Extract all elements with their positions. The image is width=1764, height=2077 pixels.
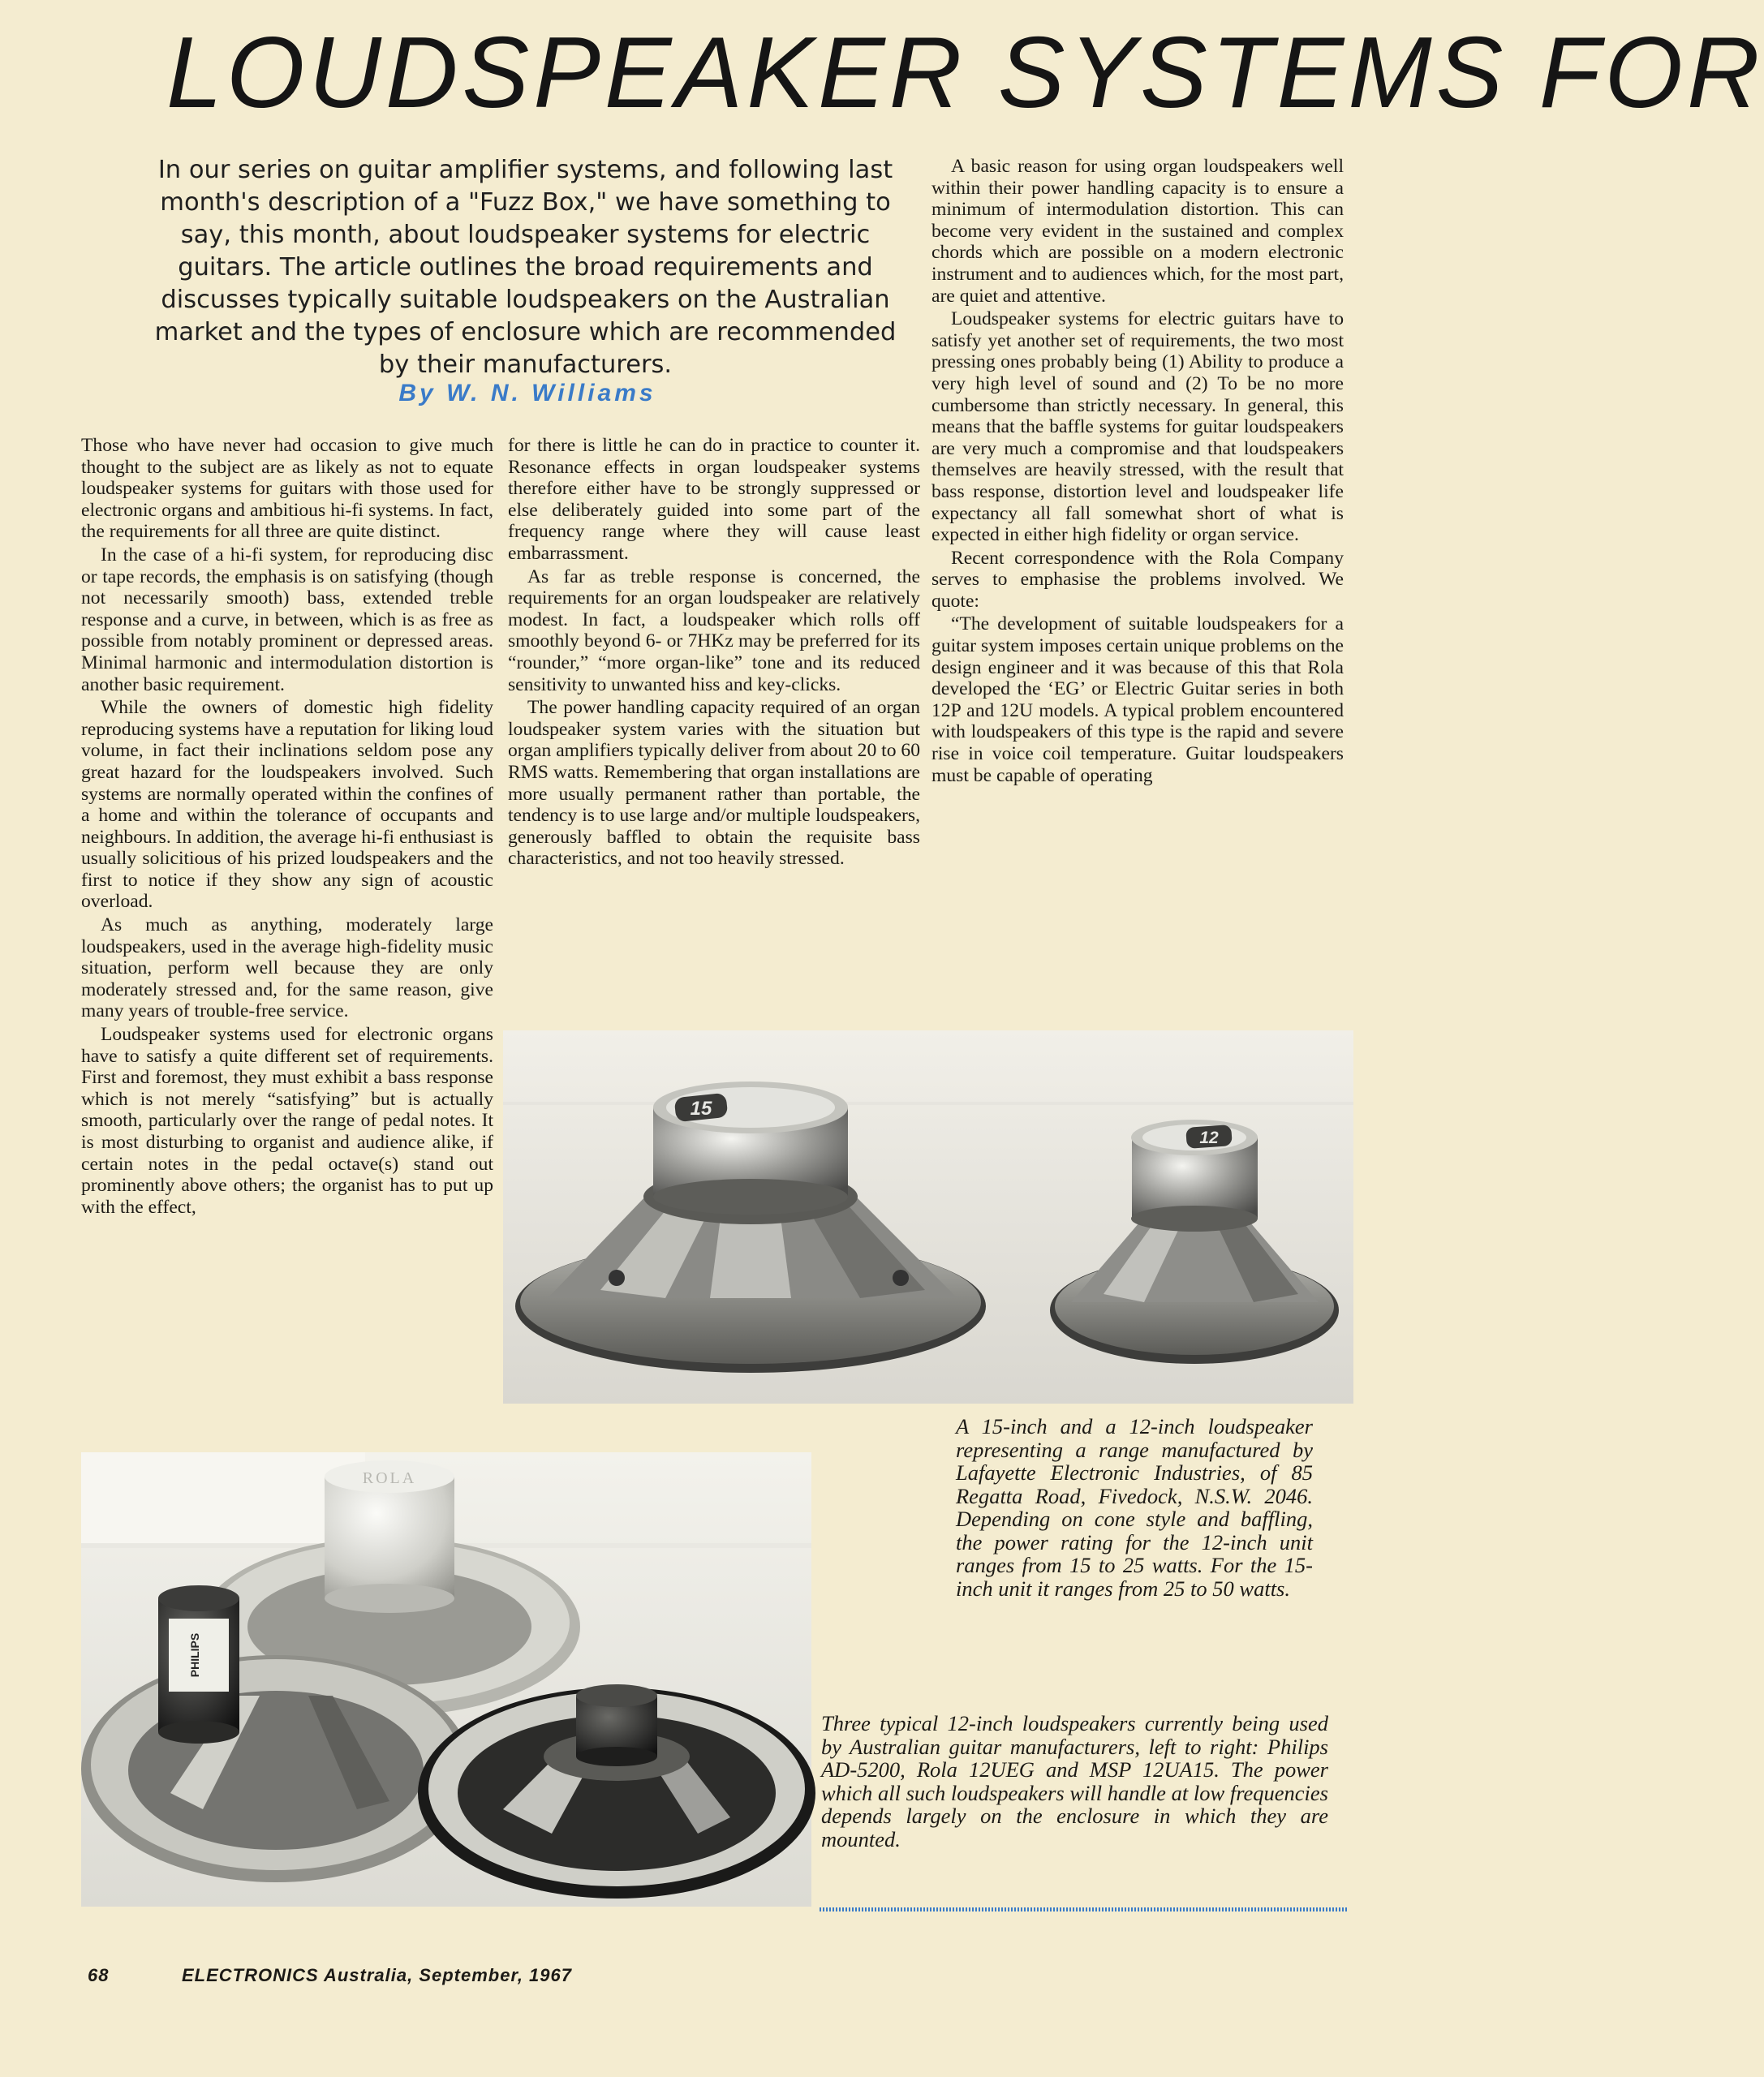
paragraph: Loudspeaker systems for electric guitars have to satisfy yet another set of requirements, the two most pressing ones probably being (1) Ability to produce a very high level of sound and (2) To be no more cumbersome than strictly necessary. In general, this means that the baffle systems for guitar loudspeakers are very much a compromise and that loudspeakers themselves are heavily stressed, with the result that bass response, distortion level and loudspeaker life expectancy all fall somewhat short of what is expected in either high fidelity or organ service. [931, 308, 1344, 546]
paragraph: Loudspeaker systems used for electronic organs have to satisfy a quite different set of requirements. First and foremost, they must exhibit a bass response which is not merely “satisfying” but is actually smooth, particularly over the range of pedal notes. It is most disturbing to organist and audience alike, if certain notes in the pedal octave(s) stand out prominently above others; the organist has to put up with the effect, [81, 1024, 493, 1218]
paragraph: “The development of suitable loudspeakers for a guitar system imposes certain unique problems on the design engineer and it was because of this that Rola developed the ‘EG’ or Electric Guitar series in both 12P and 12U models. A typical problem encountered with loudspeakers of this type is the rapid and severe rise in voice coil temperature. Guitar loudspeakers must be capable of operating [931, 613, 1344, 786]
philips-label: PHILIPS [188, 1632, 201, 1678]
article-title: LOUDSPEAKER SYSTEMS FOR [166, 17, 1764, 129]
rola-label: ROLA [362, 1469, 417, 1487]
byline: By W. N. Williams [398, 380, 656, 406]
loudspeakers-15-12-photo [503, 1030, 1353, 1404]
paragraph: While the owners of domestic high fidelity reproducing systems have a reputation for liking loud volume, in fact their inclinations seldom pose any great hazard for the loudspeakers involved. Such systems are normally operated within the confines of a home and within the tolerance of occupants and neighbours. In addition, the average hi-fi enthusiast is usually solicitious of his prized loudspeakers and the first to notice if they show any sign of acoustic overload. [81, 697, 493, 913]
page-number: 68 [88, 1965, 110, 1985]
dotted-rule [820, 1907, 1347, 1911]
article-intro: In our series on guitar amplifier systems, and following last month's description of a "Fuzz Box," we have something to say, this month, about loudspeaker systems for electric guitars. The article outlines the broad requirements and discusses typically suitable loudspeakers on the Australian market and the types of enclosure which are recommended by their manufacturers. [154, 156, 897, 379]
label-12: 12 [1199, 1129, 1219, 1147]
body-column-2 [508, 435, 920, 870]
paragraph: As far as treble response is concerned, the requirements for an organ loudspeaker are relatively modest. In fact, a loudspeaker which rolls off smoothly beyond 6- or 7HKz may be preferred for its “rounder,” “more organ-like” tone and its reduced sensitivity to unwanted hiss and key-clicks. [508, 565, 920, 695]
body-column-3 [931, 156, 1344, 786]
paragraph: A basic reason for using organ loudspeakers well within their power handling capacity is to ensure a minimum of intermodulation distortion. This can become very evident in the sustained and complex chords which are possible on a modern electronic instrument and to audiences which, for the most part, are quiet and attentive. [931, 156, 1344, 307]
photo-caption-2: Three typical 12-inch loudspeakers currently being used by Australian guitar manufacturers, left to right: Philips AD-5200, Rola 12UEG and MSP 12UA15. The power which all such loudspeakers will handle at low frequencies depends largely on the enclosure in which they are mounted. [821, 1711, 1328, 1851]
label-15: 15 [690, 1098, 712, 1120]
three-loudspeakers-photo [81, 1452, 811, 1907]
paragraph: In the case of a hi-fi system, for reproducing disc or tape records, the emphasis is on satisfying (though not necessarily smooth) bass, extended treble response and a curve, in between, which is as free as possible from notably prominent or depressed areas. Minimal harmonic and intermodulation distortion is another basic requirement. [81, 544, 493, 695]
paragraph: Recent correspondence with the Rola Company serves to emphasise the problems involved. We quote: [931, 547, 1344, 612]
publication-line: ELECTRONICS Australia, September, 1967 [182, 1965, 572, 1985]
page-footer [88, 1965, 818, 1986]
paragraph: As much as anything, moderately large loudspeakers, used in the average high-fidelity music situation, perform well because they are only moderately stressed and, for the same reason, give many years of trouble-free service. [81, 914, 493, 1022]
photo-caption-1: A 15-inch and a 12-inch loudspeaker representing a range manufactured by Lafayette Electronic Industries, of 85 Regatta Road, Fivedock, N.S.W. 2046. Depending on cone style and baffling, the power rating for the 12-inch unit ranges from 15 to 25 watts. For the 15-inch unit it ranges from 25 to 50 watts. [956, 1414, 1313, 1601]
body-column-1 [81, 435, 493, 1218]
paragraph: for there is little he can do in practice to counter it. Resonance effects in organ loudspeaker systems therefore either have to be strongly suppressed or else deliberately guided into some part of the frequency range where they will cause least embarrassment. [508, 435, 920, 564]
paragraph: The power handling capacity required of an organ loudspeaker system varies with the situation but organ amplifiers typically deliver from about 20 to 60 RMS watts. Remembering that organ installations are more usually permanent rather than portable, the tendency is to use large and/or multiple loudspeakers, generously baffled to obtain the requisite bass characteristics, and not too heavily stressed. [508, 697, 921, 870]
paragraph: Those who have never had occasion to give much thought to the subject are as likely as not to equate loudspeaker systems for guitars with those used for electronic organs and ambitious hi-fi systems. In fact, the requirements for all three are quite distinct. [81, 435, 493, 543]
